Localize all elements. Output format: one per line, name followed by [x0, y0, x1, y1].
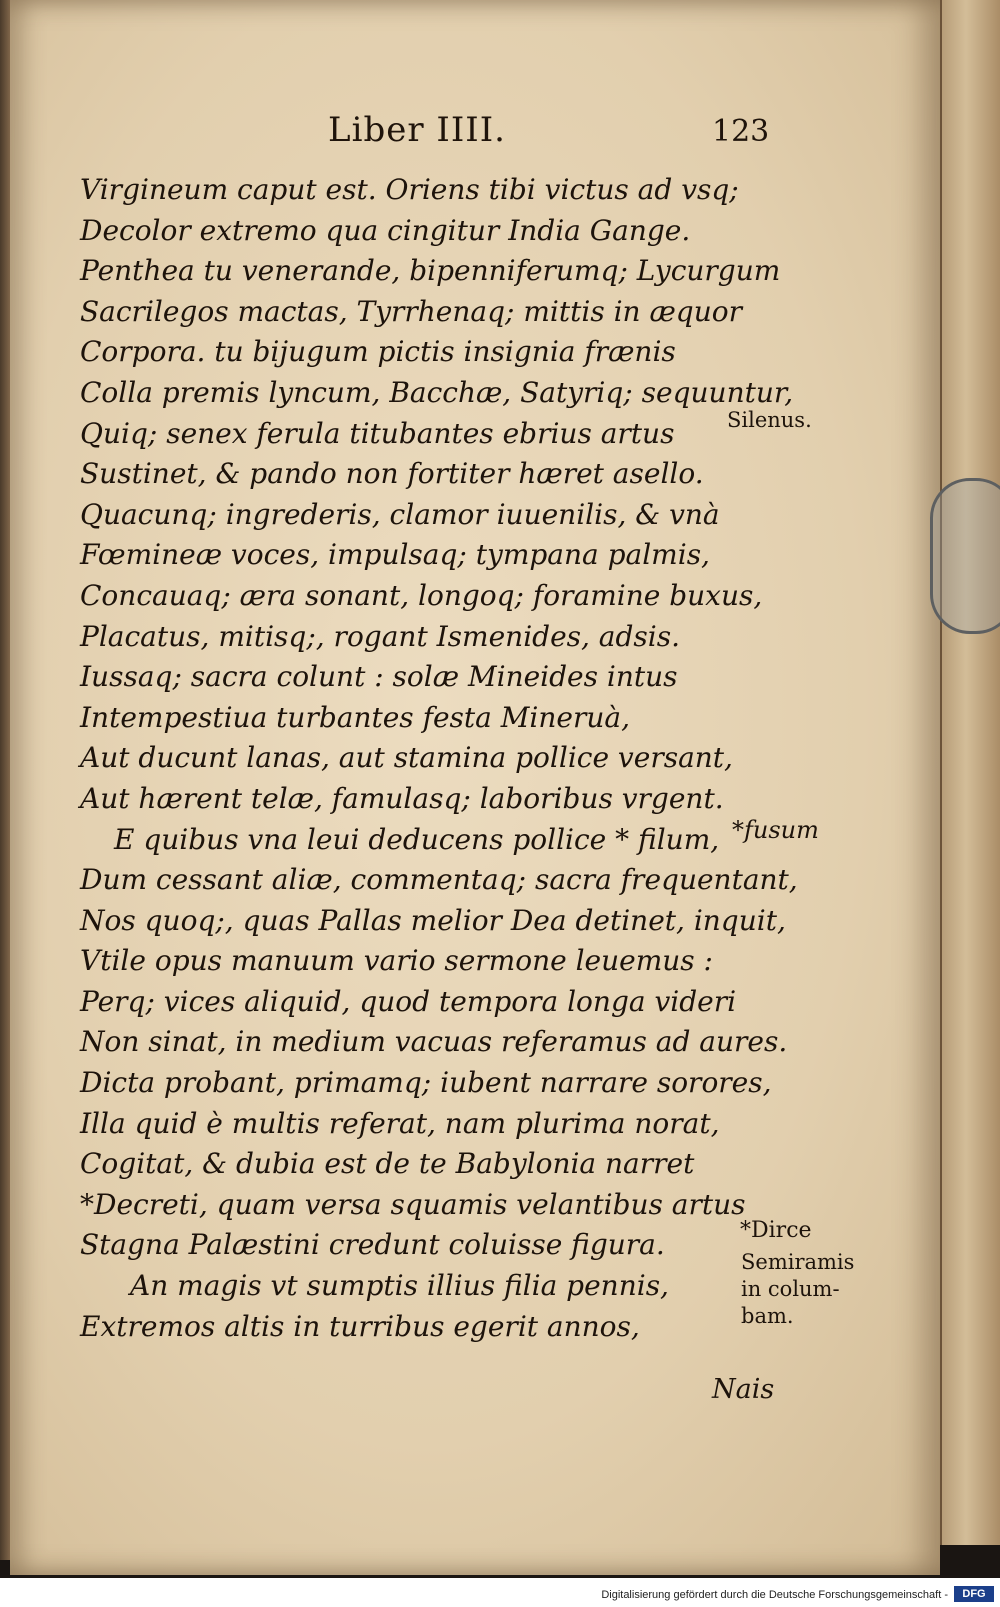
paper-leaf — [10, 0, 940, 1575]
verse-line: Extremos altis in turribus egerit annos, — [80, 1309, 640, 1343]
running-header — [10, 110, 940, 160]
verse-line: An magis vt sumptis illius filia pennis, — [130, 1269, 669, 1303]
verse-line: Non sinat, in medium vacuas referamus ad aures. — [80, 1025, 788, 1059]
page-clip — [930, 478, 1000, 634]
verse-line: Stagna Palæstini credunt coluisse figura. — [80, 1228, 665, 1262]
margin-note-semiramis-1: Semiramis — [741, 1250, 855, 1274]
catchword: Nais — [712, 1374, 775, 1405]
verse-line: Cogitat, & dubia est de te Babylonia narret — [80, 1147, 695, 1181]
verse-line: Dum cessant aliæ, commentaq; sacra frequentant, — [80, 863, 798, 897]
running-title: Liber IIII. — [328, 110, 506, 150]
margin-note-semiramis-3: bam. — [741, 1304, 794, 1328]
verse-line: Decolor extremo qua cingitur India Gange. — [80, 213, 691, 247]
verse-line: Concauaq; æra sonant, longoq; foramine buxus, — [80, 578, 763, 612]
verse-line: Aut hærent telæ, famulasq; laboribus vrgent. — [80, 781, 724, 815]
verse-line: Iussaq; sacra colunt : solæ Mineides intus — [80, 660, 678, 694]
verse-line: Placatus, mitisq;, rogant Ismenides, adsis. — [80, 619, 681, 653]
verse-line: Illa quid è multis referat, nam plurima norat, — [80, 1106, 720, 1140]
margin-note-dirce: *Dirce — [740, 1218, 812, 1243]
verse-line: Vtile opus manuum vario sermone leuemus : — [80, 944, 713, 978]
digitization-credit: Digitalisierung gefördert durch die Deutsche Forschungsgemeinschaft - — [601, 1589, 948, 1601]
verse-line: Quiq; senex ferula titubantes ebrius artus — [80, 416, 675, 450]
next-page-edge — [940, 0, 1000, 1545]
verse-line: Dicta probant, primamq; iubent narrare sorores, — [80, 1066, 772, 1100]
verse-line: Intempestiua turbantes festa Mineruà, — [80, 700, 630, 734]
margin-note-silenus: Silenus. — [727, 408, 812, 432]
dfg-logo-icon: DFG — [954, 1586, 994, 1602]
margin-note-semiramis-2: in colum- — [741, 1277, 840, 1301]
verse-line: Quacunq; ingrederis, clamor iuuenilis, & vnà — [80, 497, 720, 531]
verse-line: Nos quoq;, quas Pallas melior Dea detinet, inquit, — [80, 903, 786, 937]
verse-line: Aut ducunt lanas, aut stamina pollice versant, — [80, 741, 733, 775]
verse-line: E quibus vna leui deducens pollice * filum, — [114, 822, 720, 856]
verse-line: Virgineum caput est. Oriens tibi victus ad vsq; — [80, 173, 739, 206]
margin-note-fusum: *fusum — [732, 816, 819, 844]
verse-line: Perq; vices aliquid, quod tempora longa videri — [80, 984, 737, 1018]
verse-line: Penthea tu venerande, bipenniferumq; Lycurgum — [80, 254, 781, 288]
page-number: 123 — [712, 114, 770, 149]
verse-line: Sustinet, & pando non fortiter hæret asello. — [80, 457, 704, 491]
verse-line: Colla premis lyncum, Bacchæ, Satyriq; sequuntur, — [80, 375, 794, 409]
verse-line: Corpora. tu bijugum pictis insignia frænis — [80, 335, 676, 369]
verse-line: Fœmineæ voces, impulsaq; tympana palmis, — [80, 538, 710, 572]
verse-line: Sacrilegos mactas, Tyrrhenaq; mittis in æquor — [80, 294, 743, 328]
verse-line: *Decreti, quam versa squamis velantibus artus — [80, 1187, 746, 1221]
